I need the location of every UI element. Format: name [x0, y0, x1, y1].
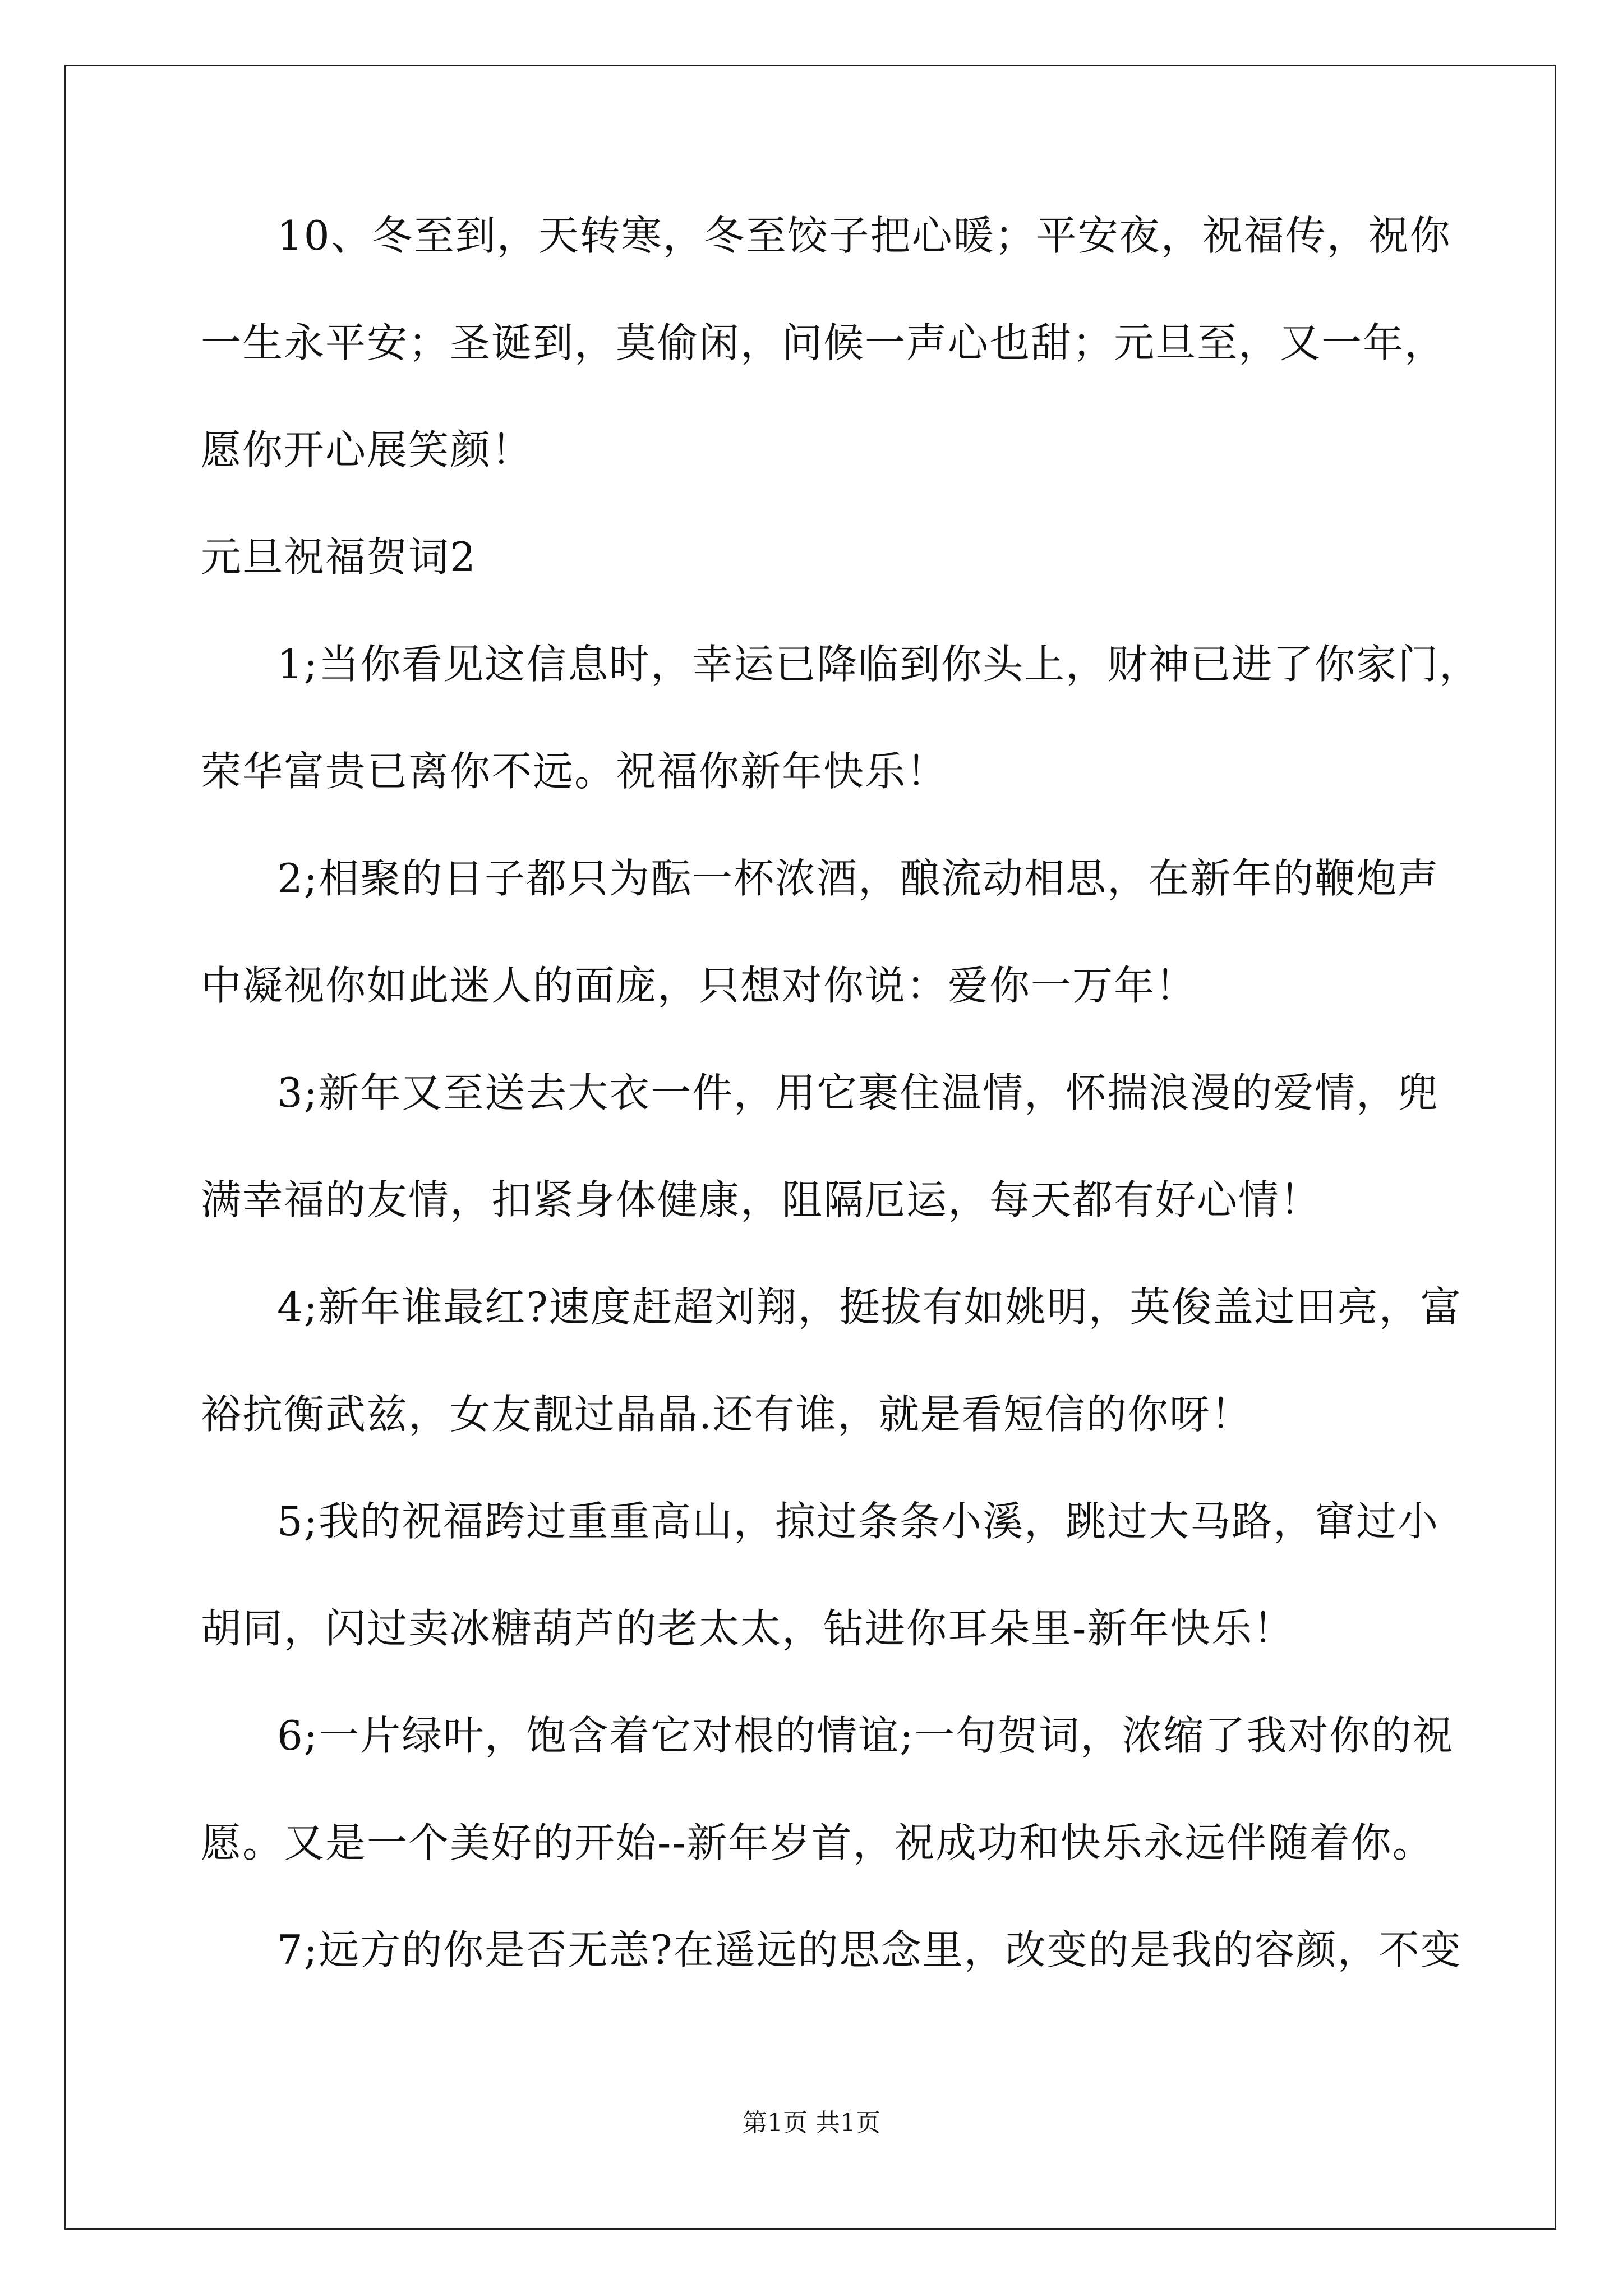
paragraph-line: 愿。又是一个美好的开始--新年岁首，祝成功和快乐永远伴随着你。	[201, 1819, 1434, 1866]
paragraph-line: 5;我的祝福跨过重重高山，掠过条条小溪，跳过大马路，窜过小	[277, 1498, 1440, 1545]
paragraph-line: 一生永平安；圣诞到，莫偷闲，问候一声心也甜；元旦至，又一年，	[201, 319, 1446, 366]
paragraph-line: 中凝视你如此迷人的面庞，只想对你说：爱你一万年！	[201, 962, 1197, 1009]
paragraph-line: 3;新年又至送去大衣一件，用它裹住温情，怀揣浪漫的爱情，兜	[277, 1069, 1440, 1116]
section-heading: 元旦祝福贺词2	[201, 533, 477, 581]
paragraph-line: 2;相聚的日子都只为酝一杯浓酒，酿流动相思，在新年的鞭炮声	[277, 855, 1440, 902]
page-number-footer: 第1页 共1页	[743, 2109, 880, 2137]
paragraph-line: 荣华富贵已离你不远。祝福你新年快乐！	[201, 748, 948, 795]
page-border	[64, 65, 1556, 2230]
paragraph-line: 6;一片绿叶，饱含着它对根的情谊;一句贺词，浓缩了我对你的祝	[277, 1712, 1454, 1759]
paragraph-line: 胡同，闪过卖冰糖葫芦的老太太，钻进你耳朵里-新年快乐！	[201, 1605, 1295, 1652]
paragraph-line: 7;远方的你是否无恙?在遥远的思念里，改变的是我的容颜，不变	[277, 1926, 1462, 1973]
paragraph-line: 4;新年谁最红?速度赶超刘翔，挺拔有如姚明，英俊盖过田亮，富	[277, 1283, 1462, 1331]
paragraph-line: 满幸福的友情，扣紧身体健康，阻隔厄运，每天都有好心情！	[201, 1176, 1322, 1223]
paragraph-line: 1;当你看见这信息时，幸运已降临到你头上，财神已进了你家门，	[277, 641, 1481, 688]
paragraph-line: 10、冬至到，天转寒，冬至饺子把心暖；平安夜，祝福传，祝你	[277, 212, 1451, 259]
paragraph-line: 裕抗衡武兹，女友靓过晶晶.还有谁，就是看短信的你呀！	[201, 1391, 1252, 1438]
paragraph-line: 愿你开心展笑颜！	[201, 426, 533, 473]
